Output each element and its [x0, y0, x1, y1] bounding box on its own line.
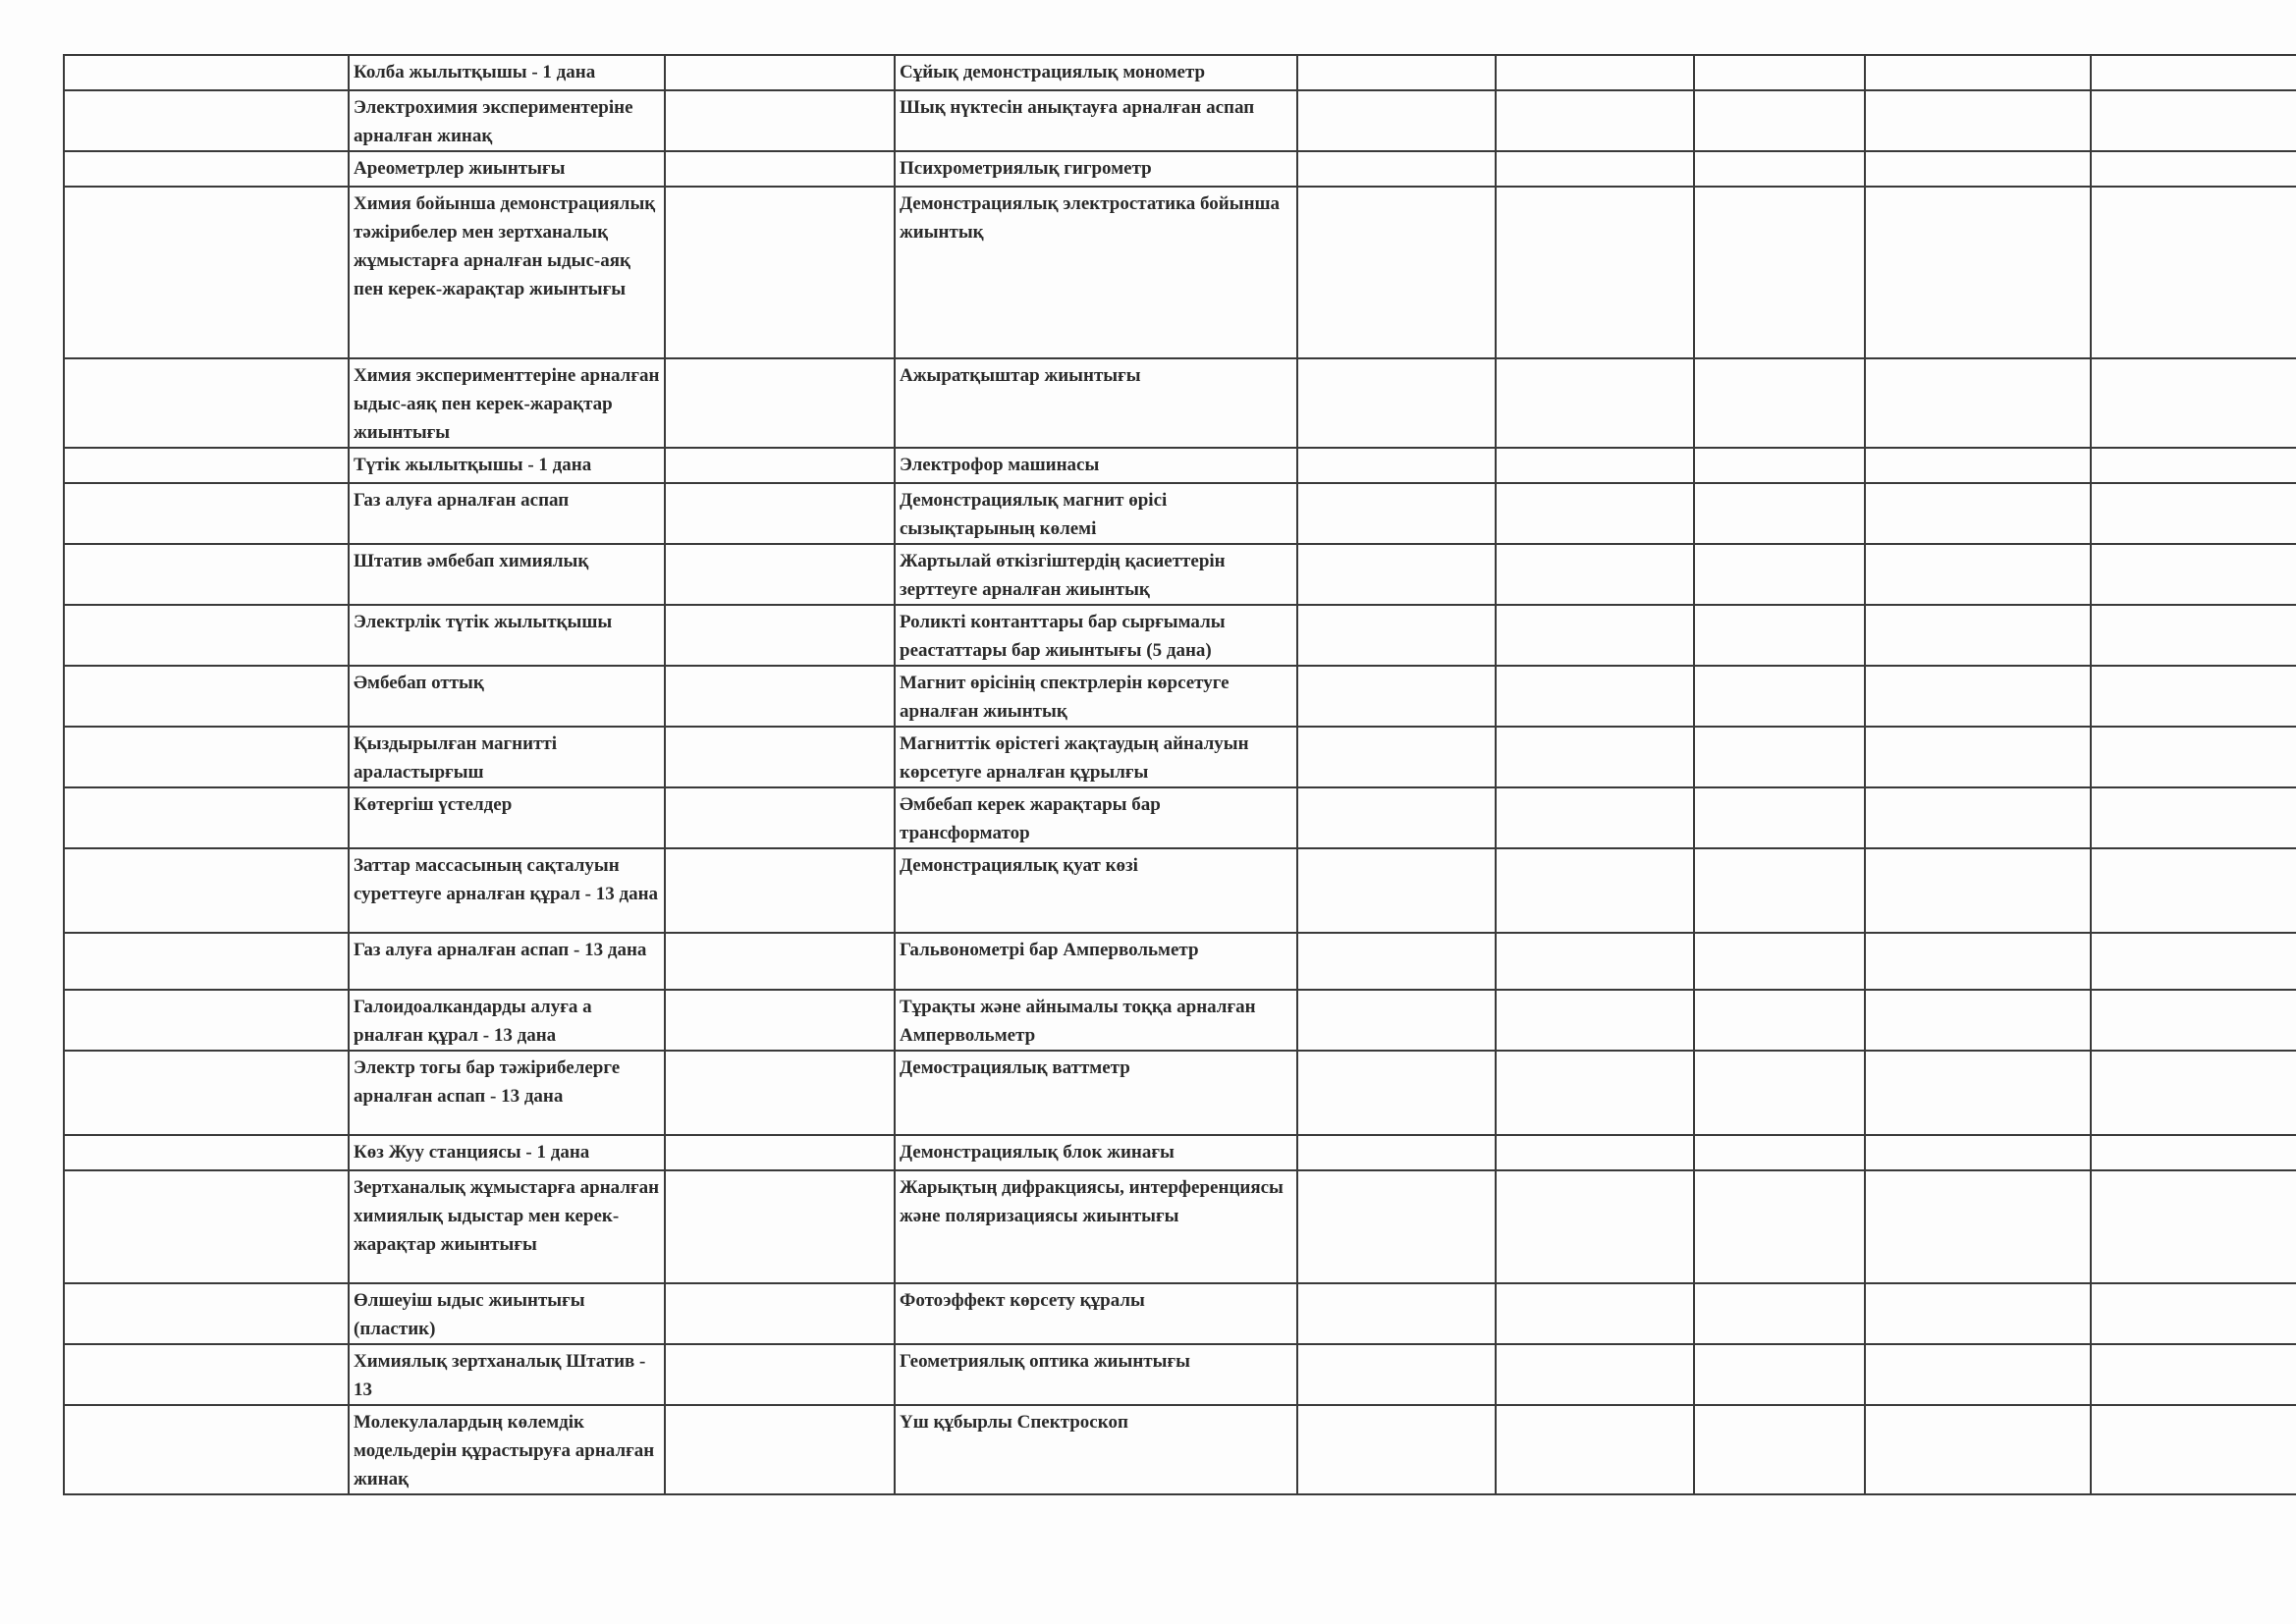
- empty-cell: [1694, 483, 1865, 544]
- empty-cell: [1297, 1344, 1496, 1405]
- empty-cell: [1865, 605, 2091, 666]
- table-row: [64, 358, 2296, 448]
- empty-cell: [665, 448, 895, 483]
- chemistry-item-cell: Колба жылытқышы - 1 дана: [349, 55, 665, 90]
- empty-cell: [1865, 151, 2091, 187]
- empty-cell: [1694, 1051, 1865, 1135]
- empty-cell: [1496, 990, 1694, 1051]
- physics-item-cell: Әмбебап керек жарақтары бар трансформатор: [895, 787, 1297, 848]
- empty-cell: [1297, 90, 1496, 151]
- table-row: [64, 1283, 2296, 1344]
- empty-cell: [1865, 666, 2091, 727]
- empty-cell: [64, 358, 349, 448]
- table-row: [64, 933, 2296, 990]
- empty-cell: [1694, 727, 1865, 787]
- empty-cell: [2091, 448, 2296, 483]
- physics-item-cell: Демонстрациялық қуат көзі: [895, 848, 1297, 933]
- empty-cell: [665, 990, 895, 1051]
- empty-cell: [665, 1170, 895, 1283]
- empty-cell: [1297, 666, 1496, 727]
- empty-cell: [1694, 787, 1865, 848]
- empty-cell: [64, 1051, 349, 1135]
- table-row: [64, 727, 2296, 787]
- empty-cell: [64, 55, 349, 90]
- empty-cell: [1496, 544, 1694, 605]
- chemistry-item-cell: Галоидоалкандарды алуға а рналған құрал - 13 дана: [349, 990, 665, 1051]
- empty-cell: [2091, 787, 2296, 848]
- empty-cell: [1694, 1170, 1865, 1283]
- table-row: [64, 90, 2296, 151]
- empty-cell: [1297, 1135, 1496, 1170]
- empty-cell: [1297, 151, 1496, 187]
- empty-cell: [2091, 358, 2296, 448]
- empty-cell: [1694, 1135, 1865, 1170]
- empty-cell: [1496, 483, 1694, 544]
- table-row: [64, 848, 2296, 933]
- empty-cell: [64, 90, 349, 151]
- empty-cell: [64, 933, 349, 990]
- empty-cell: [1694, 90, 1865, 151]
- empty-cell: [1496, 1135, 1694, 1170]
- chemistry-item-cell: Электрохимия экспериментеріне арналған жинақ: [349, 90, 665, 151]
- physics-item-cell: Магниттік өрістегі жақтаудың айналуын көрсетуге арналған құрылғы: [895, 727, 1297, 787]
- empty-cell: [2091, 727, 2296, 787]
- chemistry-item-cell: Газ алуға арналған аспап - 13 дана: [349, 933, 665, 990]
- empty-cell: [64, 151, 349, 187]
- physics-item-cell: Роликті контанттары бар сырғымалы реастаттары бар жиынтығы (5 дана): [895, 605, 1297, 666]
- table-row: [64, 483, 2296, 544]
- empty-cell: [1694, 55, 1865, 90]
- empty-cell: [1865, 848, 2091, 933]
- empty-cell: [1865, 1405, 2091, 1494]
- empty-cell: [665, 933, 895, 990]
- table-row: [64, 151, 2296, 187]
- empty-cell: [2091, 1051, 2296, 1135]
- empty-cell: [1865, 448, 2091, 483]
- empty-cell: [665, 544, 895, 605]
- chemistry-item-cell: Электр тогы бар тәжірибелерге арналған аспап - 13 дана: [349, 1051, 665, 1135]
- empty-cell: [1865, 187, 2091, 358]
- empty-cell: [1694, 933, 1865, 990]
- physics-item-cell: Демострациялық ваттметр: [895, 1051, 1297, 1135]
- empty-cell: [1865, 358, 2091, 448]
- empty-cell: [1297, 605, 1496, 666]
- physics-item-cell: Магнит өрісінің спектрлерін көрсетуге арналған жиынтық: [895, 666, 1297, 727]
- empty-cell: [64, 1135, 349, 1170]
- empty-cell: [1694, 448, 1865, 483]
- physics-item-cell: Жартылай өткізгіштердің қасиеттерін зерттеуге арналған жиынтық: [895, 544, 1297, 605]
- empty-cell: [1297, 1283, 1496, 1344]
- chemistry-item-cell: Зертханалық жұмыстарға арналған химиялық ыдыстар мен керек-жарақтар жиынтығы: [349, 1170, 665, 1283]
- empty-cell: [665, 483, 895, 544]
- table-row: [64, 1135, 2296, 1170]
- empty-cell: [1297, 55, 1496, 90]
- empty-cell: [665, 358, 895, 448]
- empty-cell: [2091, 848, 2296, 933]
- chemistry-item-cell: Көтергіш үстелдер: [349, 787, 665, 848]
- empty-cell: [1694, 1283, 1865, 1344]
- chemistry-item-cell: Қыздырылған магнитті араластырғыш: [349, 727, 665, 787]
- empty-cell: [1297, 727, 1496, 787]
- empty-cell: [2091, 1405, 2296, 1494]
- chemistry-item-cell: Химия бойынша демонстрациялық тәжірибелер мен зертханалық жұмыстарға арналған ыдыс-аяқ пен керек-жарақтар жиынтығы: [349, 187, 665, 358]
- empty-cell: [1496, 1170, 1694, 1283]
- empty-cell: [1694, 544, 1865, 605]
- empty-cell: [64, 544, 349, 605]
- empty-cell: [665, 1283, 895, 1344]
- chemistry-item-cell: Көз Жуу станциясы - 1 дана: [349, 1135, 665, 1170]
- empty-cell: [64, 605, 349, 666]
- empty-cell: [665, 605, 895, 666]
- empty-cell: [2091, 1135, 2296, 1170]
- empty-cell: [1865, 483, 2091, 544]
- empty-cell: [1865, 990, 2091, 1051]
- empty-cell: [2091, 1344, 2296, 1405]
- empty-cell: [665, 1405, 895, 1494]
- empty-cell: [665, 848, 895, 933]
- chemistry-item-cell: Өлшеуіш ыдыс жиынтығы (пластик): [349, 1283, 665, 1344]
- empty-cell: [665, 1344, 895, 1405]
- empty-cell: [1694, 151, 1865, 187]
- empty-cell: [1496, 1051, 1694, 1135]
- empty-cell: [1496, 90, 1694, 151]
- empty-cell: [1865, 1344, 2091, 1405]
- chemistry-item-cell: Электрлік түтік жылытқышы: [349, 605, 665, 666]
- table-row: [64, 544, 2296, 605]
- empty-cell: [1694, 1344, 1865, 1405]
- empty-cell: [1297, 483, 1496, 544]
- physics-item-cell: Тұрақты және айнымалы тоққа арналған Ампервольметр: [895, 990, 1297, 1051]
- empty-cell: [1297, 544, 1496, 605]
- empty-cell: [2091, 187, 2296, 358]
- empty-cell: [2091, 151, 2296, 187]
- table-row: [64, 187, 2296, 358]
- empty-cell: [64, 990, 349, 1051]
- empty-cell: [2091, 990, 2296, 1051]
- empty-cell: [64, 848, 349, 933]
- empty-cell: [64, 187, 349, 358]
- table-row: [64, 990, 2296, 1051]
- empty-cell: [64, 1170, 349, 1283]
- empty-cell: [2091, 544, 2296, 605]
- physics-item-cell: Геометриялық оптика жиынтығы: [895, 1344, 1297, 1405]
- empty-cell: [1496, 358, 1694, 448]
- table-row: [64, 787, 2296, 848]
- chemistry-item-cell: Ареометрлер жиынтығы: [349, 151, 665, 187]
- empty-cell: [1865, 727, 2091, 787]
- empty-cell: [665, 787, 895, 848]
- table-body: [64, 55, 2296, 1494]
- empty-cell: [64, 448, 349, 483]
- table-row: [64, 1405, 2296, 1494]
- empty-cell: [1694, 666, 1865, 727]
- empty-cell: [1694, 187, 1865, 358]
- table-row: [64, 448, 2296, 483]
- table-row: [64, 55, 2296, 90]
- empty-cell: [1865, 787, 2091, 848]
- empty-cell: [1694, 990, 1865, 1051]
- physics-item-cell: Шық нүктесін анықтауға арналған аспап: [895, 90, 1297, 151]
- physics-item-cell: Электрофор машинасы: [895, 448, 1297, 483]
- empty-cell: [2091, 1283, 2296, 1344]
- empty-cell: [1297, 358, 1496, 448]
- physics-item-cell: Демонстрациялық электростатика бойынша жиынтық: [895, 187, 1297, 358]
- empty-cell: [665, 727, 895, 787]
- empty-cell: [1865, 1051, 2091, 1135]
- empty-cell: [2091, 1170, 2296, 1283]
- empty-cell: [1297, 1405, 1496, 1494]
- empty-cell: [1865, 1283, 2091, 1344]
- empty-cell: [1496, 605, 1694, 666]
- empty-cell: [1496, 187, 1694, 358]
- chemistry-item-cell: Заттар массасының сақталуын суреттеуге арналған құрал - 13 дана: [349, 848, 665, 933]
- empty-cell: [2091, 605, 2296, 666]
- empty-cell: [665, 151, 895, 187]
- chemistry-item-cell: Әмбебап оттық: [349, 666, 665, 727]
- empty-cell: [1297, 1170, 1496, 1283]
- chemistry-item-cell: Химия эксперименттеріне арналған ыдыс-аяқ пен керек-жарақтар жиынтығы: [349, 358, 665, 448]
- empty-cell: [1297, 933, 1496, 990]
- empty-cell: [64, 1283, 349, 1344]
- empty-cell: [1496, 848, 1694, 933]
- physics-item-cell: Сұйық демонстрациялық монометр: [895, 55, 1297, 90]
- empty-cell: [64, 483, 349, 544]
- empty-cell: [2091, 55, 2296, 90]
- empty-cell: [1496, 151, 1694, 187]
- physics-item-cell: Жарықтың дифракциясы, интерференциясы және поляризациясы жиынтығы: [895, 1170, 1297, 1283]
- empty-cell: [2091, 483, 2296, 544]
- empty-cell: [1496, 933, 1694, 990]
- empty-cell: [1496, 1405, 1694, 1494]
- empty-cell: [665, 187, 895, 358]
- empty-cell: [64, 1405, 349, 1494]
- physics-item-cell: Фотоэффект көрсету құралы: [895, 1283, 1297, 1344]
- empty-cell: [1865, 544, 2091, 605]
- empty-cell: [1694, 605, 1865, 666]
- physics-item-cell: Гальвонометрі бар Ампервольметр: [895, 933, 1297, 990]
- empty-cell: [2091, 90, 2296, 151]
- empty-cell: [1694, 358, 1865, 448]
- empty-cell: [64, 787, 349, 848]
- empty-cell: [1865, 55, 2091, 90]
- physics-item-cell: Демонстрациялық магнит өрісі сызықтарының көлемі: [895, 483, 1297, 544]
- empty-cell: [1865, 1135, 2091, 1170]
- empty-cell: [1297, 848, 1496, 933]
- chemistry-item-cell: Молекулалардың көлемдік модельдерін құрастыруға арналған жинақ: [349, 1405, 665, 1494]
- empty-cell: [1694, 848, 1865, 933]
- table-row: [64, 666, 2296, 727]
- chemistry-item-cell: Штатив әмбебап химиялық: [349, 544, 665, 605]
- empty-cell: [665, 90, 895, 151]
- empty-cell: [665, 1051, 895, 1135]
- chemistry-item-cell: Химиялық зертханалық Штатив - 13: [349, 1344, 665, 1405]
- empty-cell: [1297, 990, 1496, 1051]
- empty-cell: [64, 666, 349, 727]
- empty-cell: [1865, 90, 2091, 151]
- empty-cell: [1496, 787, 1694, 848]
- equipment-table: [63, 54, 2296, 1495]
- empty-cell: [1496, 55, 1694, 90]
- chemistry-item-cell: Газ алуға арналған аспап: [349, 483, 665, 544]
- empty-cell: [665, 666, 895, 727]
- table-row: [64, 605, 2296, 666]
- empty-cell: [1496, 666, 1694, 727]
- physics-item-cell: Үш құбырлы Спектроскоп: [895, 1405, 1297, 1494]
- physics-item-cell: Демонстрациялық блок жинағы: [895, 1135, 1297, 1170]
- empty-cell: [1865, 933, 2091, 990]
- physics-item-cell: Психрометриялық гигрометр: [895, 151, 1297, 187]
- empty-cell: [2091, 666, 2296, 727]
- empty-cell: [64, 727, 349, 787]
- empty-cell: [1496, 727, 1694, 787]
- chemistry-item-cell: Түтік жылытқышы - 1 дана: [349, 448, 665, 483]
- empty-cell: [64, 1344, 349, 1405]
- empty-cell: [1297, 1051, 1496, 1135]
- table-row: [64, 1051, 2296, 1135]
- empty-cell: [1297, 448, 1496, 483]
- physics-item-cell: Ажыратқыштар жиынтығы: [895, 358, 1297, 448]
- empty-cell: [2091, 933, 2296, 990]
- empty-cell: [1297, 187, 1496, 358]
- empty-cell: [1694, 1405, 1865, 1494]
- table-row: [64, 1170, 2296, 1283]
- empty-cell: [1496, 1344, 1694, 1405]
- empty-cell: [1865, 1170, 2091, 1283]
- empty-cell: [1496, 1283, 1694, 1344]
- empty-cell: [1496, 448, 1694, 483]
- table-row: [64, 1344, 2296, 1405]
- empty-cell: [665, 55, 895, 90]
- empty-cell: [1297, 787, 1496, 848]
- empty-cell: [665, 1135, 895, 1170]
